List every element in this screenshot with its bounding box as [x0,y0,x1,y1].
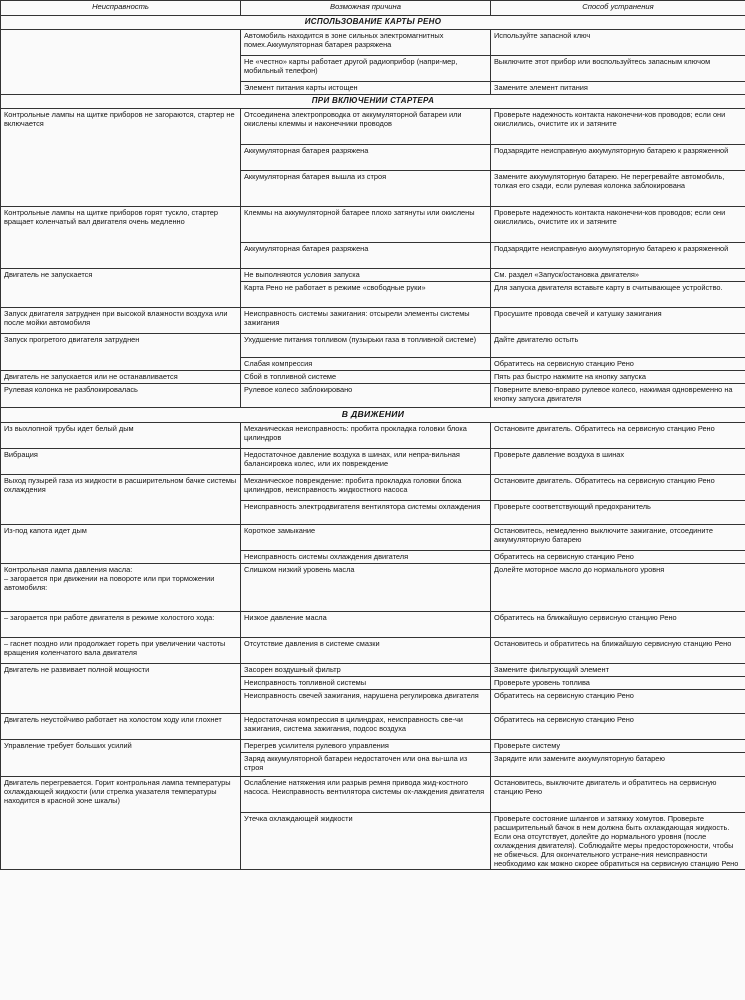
cause-cell: Механическая неисправность: пробита прокладка головки блока цилиндров [241,423,491,449]
fix-cell: Зарядите или замените аккумуляторную батарею [491,753,745,777]
cause-cell: Не «честно» карты работает другой радиоприбор (напри-мер, мобильный телефон) [241,56,491,82]
table-row [1,638,745,664]
fix-cell: Просушите провода свечей и катушку зажигания [491,308,745,334]
cause-cell: Перегрев усилителя рулевого управления [241,740,491,753]
fix-cell: Обратитесь на ближайшую сервисную станцию Рено [491,612,745,638]
cause-cell: Аккумуляторная батарея разряжена [241,145,491,171]
cause-cell: Засорен воздушный фильтр [241,664,491,677]
cause-cell: Слабая компрессия [241,358,491,371]
cause-cell: Элемент питания карты истощен [241,82,491,95]
symptom-cell: Запуск двигателя затруднен при высокой влажности воздуха или после мойки автомобиля [1,308,241,334]
table-row [1,423,745,449]
fix-cell: Выключите этот прибор или воспользуйтесь запасным ключом [491,56,745,82]
section-title: В ДВИЖЕНИИ [1,408,745,423]
fix-cell: Подзарядите неисправную аккумуляторную батарею к разряженной [491,145,745,171]
fix-cell: Обратитесь на сервисную станцию Рено [491,714,745,740]
table-header-row [1,1,745,16]
cause-cell: Не выполняются условия запуска [241,269,491,282]
symptom-cell: Контрольные лампы на щитке приборов горят тускло, стартер вращает коленчатый вал двигателя очень медленно [1,207,241,269]
cause-cell: Утечка охлаждающей жидкости [241,813,491,870]
table-row [1,475,745,501]
table-row [1,109,745,145]
cause-cell: Неисправность свечей зажигания, нарушена регулировка двигателя [241,690,491,714]
table-row [1,525,745,551]
header-fix: Способ устранения [491,1,745,16]
cause-cell: Низкое давление масла [241,612,491,638]
cause-cell: Рулевое колесо заблокировано [241,384,491,408]
section-row [1,408,745,423]
cause-cell: Ослабление натяжения или разрыв ремня привода жид-костного насоса. Неисправность вентилятора системы ох-лаждения двигателя [241,777,491,813]
fix-cell: Проверьте давление воздуха в шинах [491,449,745,475]
section-title: ИСПОЛЬЗОВАНИЕ КАРТЫ РЕНО [1,16,745,30]
symptom-line: – загорается при движении на повороте или при торможении автомобиля: [4,574,215,593]
symptom-cell: – загорается при работе двигателя в режиме холостого хода: [1,612,241,638]
fix-cell: Пять раз быстро нажмите на кнопку запуска [491,371,745,384]
section-row [1,16,745,30]
table-row [1,334,745,358]
symptom-cell: Контрольные лампы на щитке приборов не загораются, стартер не включается [1,109,241,207]
symptom-cell: Двигатель неустойчиво работает на холостом ходу или глохнет [1,714,241,740]
symptom-cell [1,30,241,95]
table-row [1,384,745,408]
fix-cell: Поверните влево-вправо рулевое колесо, нажимая одновременно на кнопку запуска двигателя [491,384,745,408]
cause-cell: Аккумуляторная батарея вышла из строя [241,171,491,207]
symptom-line: Контрольная лампа давления масла: [4,565,133,574]
table-row [1,664,745,677]
table-row [1,308,745,334]
fix-cell: Проверьте надежность контакта наконечни-ков проводов; если они окислились, очистите их и затяните [491,109,745,145]
symptom-cell: Рулевая колонка не разблокировалась [1,384,241,408]
fix-cell: Проверьте надежность контакта наконечни-ков проводов; если они окислились, очистите их и затяните [491,207,745,243]
fix-cell: Остановите двигатель. Обратитесь на сервисную станцию Рено [491,475,745,501]
symptom-cell: Двигатель не развивает полной мощности [1,664,241,714]
cause-cell: Карта Рено не работает в режиме «свободные руки» [241,282,491,308]
table-row [1,269,745,282]
cause-cell: Неисправность системы охлаждения двигателя [241,551,491,564]
fix-cell: Обратитесь на сервисную станцию Рено [491,690,745,714]
fix-cell: Остановитесь и обратитесь на ближайшую сервисную станцию Рено [491,638,745,664]
fix-cell: Обратитесь на сервисную станцию Рено [491,358,745,371]
fix-cell: Замените аккумуляторную батарею. Не перегревайте автомобиль, толкая его сзади, если рулевая колонка заблокирована [491,171,745,207]
fix-cell: Замените элемент питания [491,82,745,95]
fix-cell: Остановитесь, выключите двигатель и обратитесь на сервисную станцию Рено [491,777,745,813]
table-row [1,207,745,243]
symptom-cell: Двигатель не запускается или не останавливается [1,371,241,384]
cause-cell: Механическое повреждение: пробита прокладка головки блока цилиндров, неисправность жидкостного насоса [241,475,491,501]
header-cause: Возможная причина [241,1,491,16]
fix-cell: Замените фильтрующий элемент [491,664,745,677]
cause-cell: Сбой в топливной системе [241,371,491,384]
fix-cell: Остановите двигатель. Обратитесь на сервисную станцию Рено [491,423,745,449]
table-row [1,30,745,56]
symptom-cell [1,564,241,612]
fix-cell: Используйте запасной ключ [491,30,745,56]
section-title: ПРИ ВКЛЮЧЕНИИ СТАРТЕРА [1,95,745,109]
cause-cell: Короткое замыкание [241,525,491,551]
cause-cell: Аккумуляторная батарея разряжена [241,243,491,269]
fix-cell: Остановитесь, немедленно выключите зажигание, отсоедините аккумуляторную батарею [491,525,745,551]
table-row [1,777,745,813]
cause-cell: Ухудшение питания топливом (пузырьки газа в топливной системе) [241,334,491,358]
cause-cell: Неисправность топливной системы [241,677,491,690]
symptom-cell: Вибрация [1,449,241,475]
fix-cell: Для запуска двигателя вставьте карту в считывающее устройство. [491,282,745,308]
fix-cell: Проверьте систему [491,740,745,753]
fix-cell: Обратитесь на сервисную станцию Рено [491,551,745,564]
symptom-cell: Управление требует больших усилий [1,740,241,777]
table-row [1,449,745,475]
symptom-cell: Запуск прогретого двигателя затруднен [1,334,241,371]
section-row [1,95,745,109]
table-row [1,714,745,740]
table-row [1,564,745,612]
symptom-cell: Из-под капота идет дым [1,525,241,564]
fix-cell: Долейте моторное масло до нормального уровня [491,564,745,612]
symptom-cell: Двигатель перегревается. Горит контрольная лампа температуры охлаждающей жидкости (или стрелка указателя температуры находится в красной зоне шкалы) [1,777,241,870]
cause-cell: Недостаточная компрессия в цилиндрах, неисправность све-чи зажигания, система зажигания, подсос воздуха [241,714,491,740]
fix-cell: Дайте двигателю остыть [491,334,745,358]
fix-cell: Проверьте уровень топлива [491,677,745,690]
cause-cell: Заряд аккумуляторной батареи недостаточен или она вы-шла из строя [241,753,491,777]
table-row [1,740,745,753]
symptom-cell: Двигатель не запускается [1,269,241,308]
cause-cell: Автомобиль находится в зоне сильных электромагнитных помех.Аккумуляторная батарея разряжена [241,30,491,56]
cause-cell: Отсутствие давления в системе смазки [241,638,491,664]
cause-cell: Отсоединена электропроводка от аккумуляторной батареи или окислены клеммы и наконечники проводов [241,109,491,145]
cause-cell: Неисправность системы зажигания: отсырели элементы системы зажигания [241,308,491,334]
table-row [1,612,745,638]
symptom-cell: – гаснет поздно или продолжает гореть при увеличении частоты вращения коленчатого вала двигателя [1,638,241,664]
fix-cell: Подзарядите неисправную аккумуляторную батарею к разряженной [491,243,745,269]
cause-cell: Недостаточное давление воздуха в шинах, или непра-вильная балансировка колес, или их повреждение [241,449,491,475]
symptom-cell: Выход пузырей газа из жидкости в расширительном бачке системы охлаждения [1,475,241,525]
fix-cell: Проверьте состояние шлангов и затяжку хомутов. Проверьте расширительный бачок в нем должна быть охлаждающая жидкость. Если она отсутствует, долейте до нормального уровня (после охлаждения двигателя). Соблюдайте меры предосторожности, чтобы не обжечься. Для окончательного устране-ния неисправности необходимо как можно скорее обратиться на сервисную станцию Рено [491,813,745,870]
table-row [1,371,745,384]
fix-cell: Проверьте соответствующий предохранитель [491,501,745,525]
cause-cell: Слишком низкий уровень масла [241,564,491,612]
fix-cell: См. раздел «Запуск/остановка двигателя» [491,269,745,282]
header-symptom: Неисправность [1,1,241,16]
symptom-cell: Из выхлопной трубы идет белый дым [1,423,241,449]
cause-cell: Клеммы на аккумуляторной батарее плохо затянуты или окислены [241,207,491,243]
cause-cell: Неисправность электродвигателя вентилятора системы охлаждения [241,501,491,525]
